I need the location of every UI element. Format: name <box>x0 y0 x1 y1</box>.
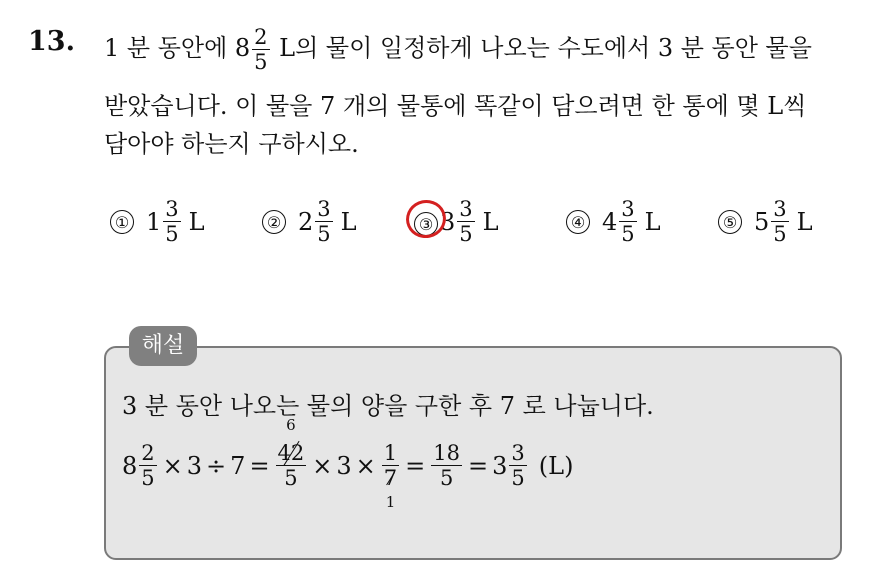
whole-part: 8 <box>122 451 138 480</box>
question-line-2: 받았습니다. 이 물을 7 개의 물통에 똑같이 담으려면 한 통에 몇 L씩 <box>104 92 807 120</box>
denominator: 5 <box>459 222 473 247</box>
denominator <box>382 466 399 489</box>
operator: × <box>312 451 333 480</box>
denominator: 5 <box>317 222 331 247</box>
fraction <box>771 198 788 245</box>
question-line-3: 담아야 하는지 구하시오. <box>104 130 359 158</box>
whole-part: 3 <box>492 451 508 480</box>
denominator: 5 <box>284 466 298 491</box>
question-number: 13. <box>28 26 75 57</box>
fraction <box>163 198 180 245</box>
cancelled-number <box>384 467 397 489</box>
unit: L <box>340 207 357 236</box>
fraction <box>619 198 636 245</box>
equals-sign: = <box>468 451 489 480</box>
equals-sign: = <box>405 451 426 480</box>
answer-choices <box>0 198 884 258</box>
whole-part: 3 <box>440 207 456 236</box>
denominator: 5 <box>165 222 179 247</box>
operator: ÷ <box>206 451 227 480</box>
unit: (L) <box>538 451 574 480</box>
whole-part: 1 <box>146 207 162 236</box>
choice-2[interactable] <box>262 198 357 245</box>
numerator: 18 <box>433 441 460 465</box>
numerator: 3 <box>511 441 525 465</box>
fraction <box>509 442 526 489</box>
selected-wrapper <box>414 208 440 236</box>
question-text: 1 분 동안에 8 <box>104 34 251 63</box>
fraction-cancelled <box>276 416 307 491</box>
equals-sign: = <box>249 451 270 480</box>
fraction <box>457 198 474 245</box>
solution-text: 3 분 동안 나오는 물의 양을 구한 후 7 로 나눕니다. <box>122 392 654 420</box>
choice-4[interactable] <box>566 198 661 245</box>
fraction <box>139 442 156 489</box>
denominator: 5 <box>773 222 787 247</box>
fraction-cancelled <box>382 441 399 512</box>
numerator: 3 <box>621 197 635 221</box>
numerator: 2 <box>141 441 155 465</box>
fraction <box>431 442 462 489</box>
operator: × <box>162 451 183 480</box>
denominator: 5 <box>439 466 454 491</box>
denominator: 5 <box>621 222 635 247</box>
unit: L <box>796 207 813 236</box>
solution-equation <box>122 416 574 512</box>
choice-5[interactable] <box>718 198 813 245</box>
choice-marker: ① <box>110 210 134 234</box>
denominator: 5 <box>254 50 268 75</box>
unit: L <box>482 207 499 236</box>
choice-marker: ③ <box>414 212 438 236</box>
whole-part: 2 <box>298 207 314 236</box>
cancel-result: 6 <box>286 416 296 434</box>
denominator: 5 <box>511 466 525 491</box>
unit: L <box>644 207 661 236</box>
numerator: 3 <box>459 197 473 221</box>
choice-marker: ⑤ <box>718 210 742 234</box>
choice-marker: ④ <box>566 210 590 234</box>
choice-marker: ② <box>262 210 286 234</box>
question-text: L의 물이 일정하게 나오는 수도에서 3 분 동안 물을 <box>271 34 812 63</box>
value: 3 <box>336 451 352 480</box>
value: 3 <box>186 451 203 480</box>
fraction <box>252 26 269 73</box>
cancelled-value: 7 <box>383 466 398 491</box>
numerator: 1 <box>383 441 398 465</box>
operator: × <box>355 451 376 480</box>
cancel-result: 1 <box>385 493 396 512</box>
denominator: 5 <box>141 466 155 491</box>
choice-1[interactable] <box>110 198 205 245</box>
question-line-1 <box>104 26 812 73</box>
cancelled-value: 42 <box>277 441 305 465</box>
numerator: 2 <box>254 25 268 49</box>
cancelled-number <box>278 442 305 464</box>
unit: L <box>188 207 205 236</box>
numerator: 3 <box>773 197 787 221</box>
value: 7 <box>230 451 246 480</box>
numerator <box>276 442 307 466</box>
choice-3[interactable] <box>414 198 499 245</box>
numerator: 3 <box>317 197 331 221</box>
whole-part: 5 <box>754 207 770 236</box>
numerator: 3 <box>165 197 179 221</box>
fraction <box>315 198 332 245</box>
solution-tab: 해설 <box>129 326 197 366</box>
whole-part: 4 <box>602 207 618 236</box>
